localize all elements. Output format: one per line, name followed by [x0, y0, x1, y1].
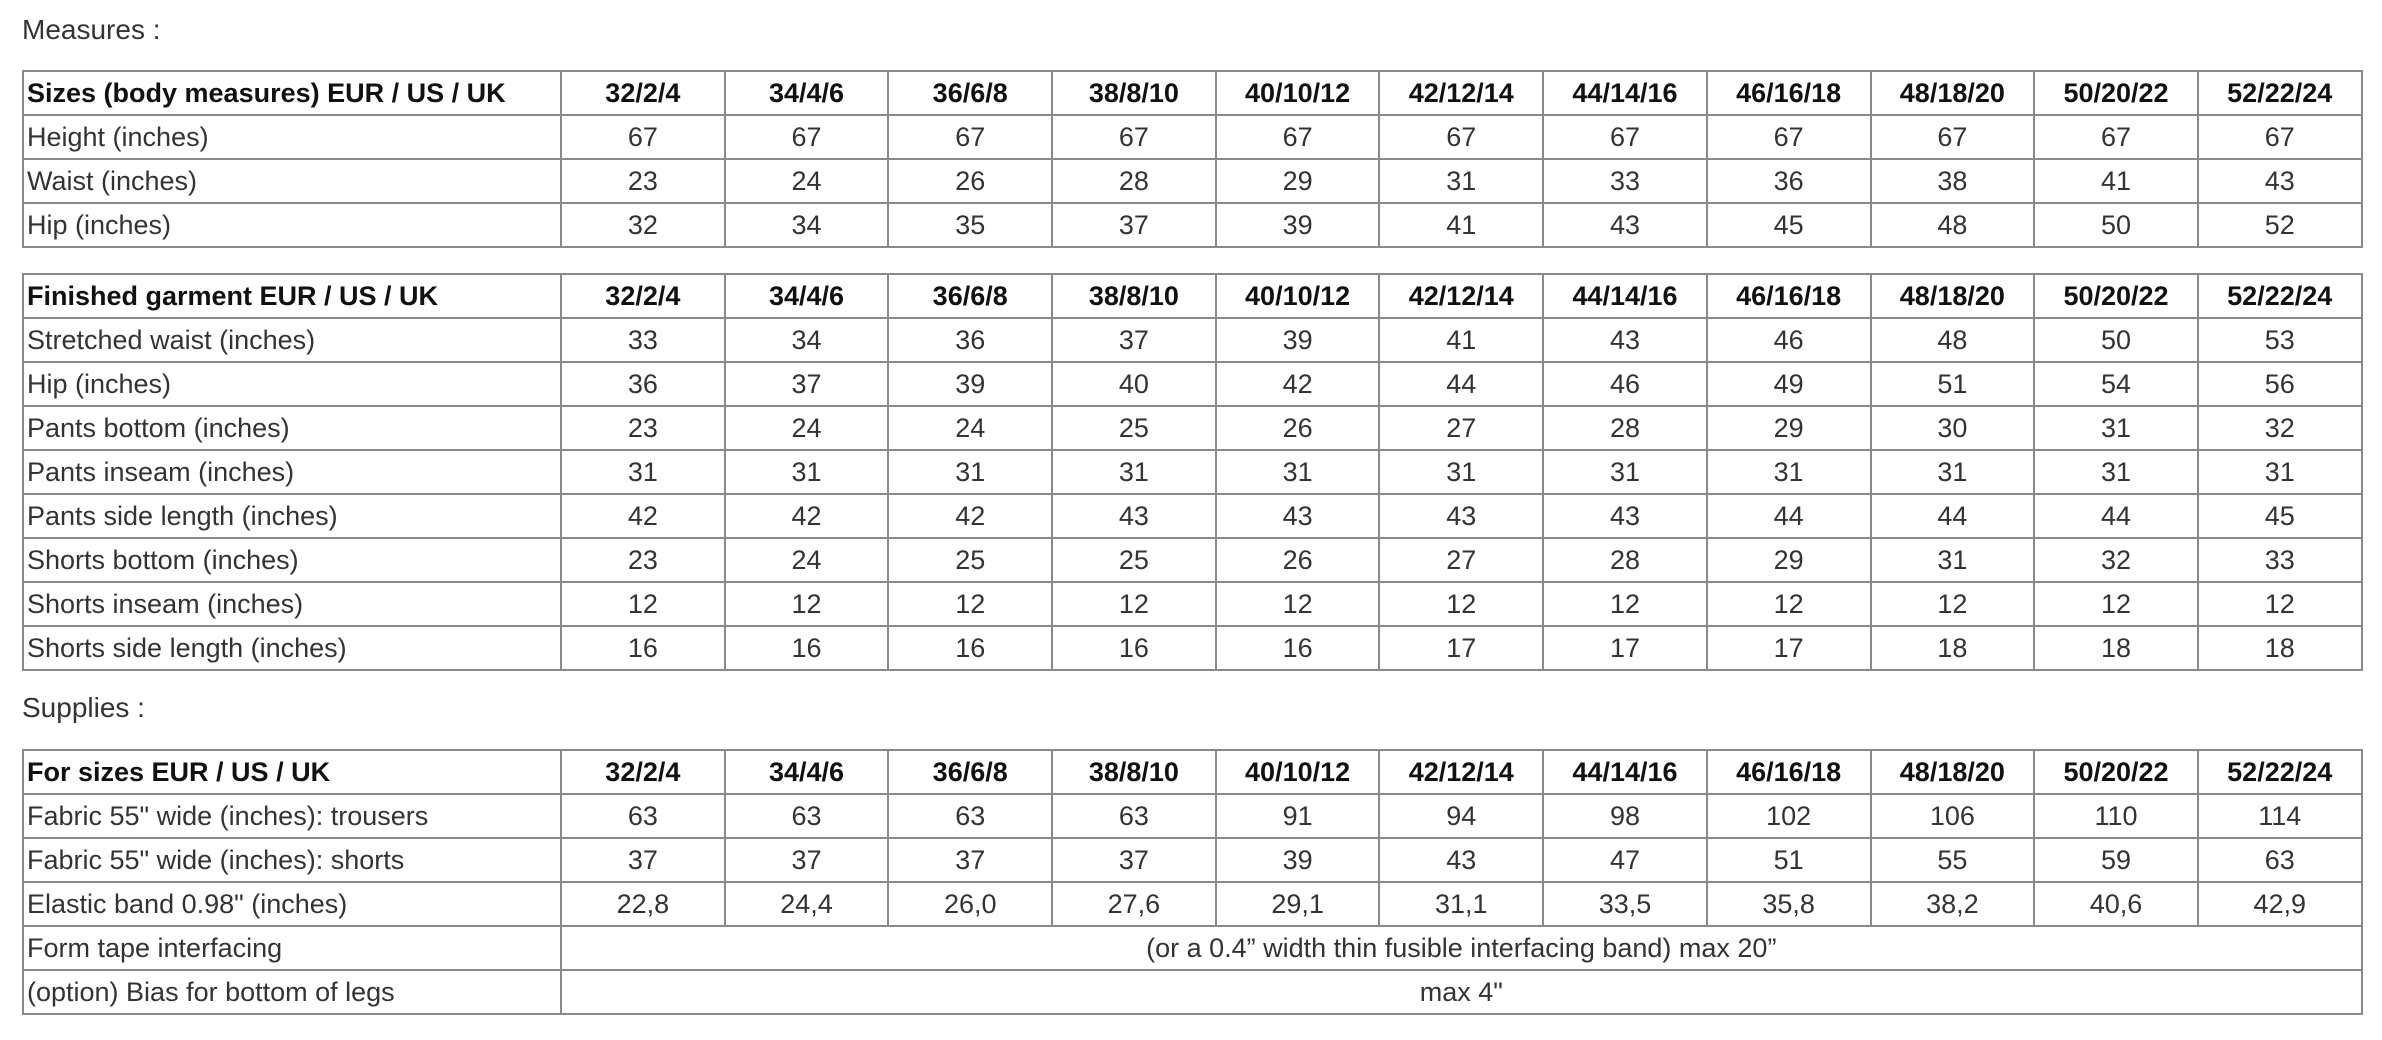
- value-cell: 31: [1707, 450, 1871, 494]
- row-label: Fabric 55" wide (inches): trousers: [23, 794, 561, 838]
- row-label: Shorts inseam (inches): [23, 582, 561, 626]
- value-cell: 27,6: [1052, 882, 1216, 926]
- row-label: Waist (inches): [23, 159, 561, 203]
- value-cell: 12: [561, 582, 725, 626]
- value-cell: 23: [561, 406, 725, 450]
- value-cell: 33: [561, 318, 725, 362]
- row-label: Pants bottom (inches): [23, 406, 561, 450]
- table-row: [23, 494, 2362, 538]
- size-header: 36/6/8: [888, 71, 1052, 115]
- size-header: 38/8/10: [1052, 750, 1216, 794]
- value-cell: 25: [1052, 406, 1216, 450]
- finished-garment-table: [22, 273, 2363, 671]
- size-header: 52/22/24: [2198, 71, 2362, 115]
- value-cell: 42: [561, 494, 725, 538]
- value-cell: 29,1: [1216, 882, 1380, 926]
- value-cell: 42: [725, 494, 889, 538]
- value-cell: 33,5: [1543, 882, 1707, 926]
- value-cell: 39: [1216, 203, 1380, 247]
- row-label: (option) Bias for bottom of legs: [23, 970, 561, 1014]
- value-cell: 35: [888, 203, 1052, 247]
- value-cell: 12: [1052, 582, 1216, 626]
- supplies-header-row: [23, 750, 2362, 794]
- value-cell: 56: [2198, 362, 2362, 406]
- size-header: 42/12/14: [1379, 750, 1543, 794]
- value-cell: 25: [1052, 538, 1216, 582]
- value-cell: 102: [1707, 794, 1871, 838]
- value-cell: 26,0: [888, 882, 1052, 926]
- value-cell: 24: [725, 159, 889, 203]
- value-cell: 67: [1216, 115, 1380, 159]
- value-cell: 26: [1216, 406, 1380, 450]
- value-cell: 43: [1543, 203, 1707, 247]
- table-row: [23, 406, 2362, 450]
- value-cell: 12: [1216, 582, 1380, 626]
- value-cell: 37: [725, 362, 889, 406]
- value-cell: 31: [1379, 159, 1543, 203]
- value-cell: 41: [1379, 203, 1543, 247]
- value-cell: 33: [2198, 538, 2362, 582]
- supplies-title: For sizes EUR / US / UK: [23, 750, 561, 794]
- body-measures-title: Sizes (body measures) EUR / US / UK: [23, 71, 561, 115]
- value-cell: 16: [561, 626, 725, 670]
- table-row: [23, 926, 2362, 970]
- size-header: 36/6/8: [888, 750, 1052, 794]
- size-header: 46/16/18: [1707, 750, 1871, 794]
- value-cell: 42: [888, 494, 1052, 538]
- body-measures-table: [22, 70, 2363, 248]
- value-cell: 67: [1707, 115, 1871, 159]
- value-cell: 31: [1379, 450, 1543, 494]
- value-cell: 31: [1543, 450, 1707, 494]
- value-cell: 67: [2034, 115, 2198, 159]
- row-label: Stretched waist (inches): [23, 318, 561, 362]
- size-header: 46/16/18: [1707, 71, 1871, 115]
- size-header: 42/12/14: [1379, 274, 1543, 318]
- size-header: 32/2/4: [561, 750, 725, 794]
- row-label: Hip (inches): [23, 203, 561, 247]
- value-cell: 22,8: [561, 882, 725, 926]
- value-cell: 50: [2034, 203, 2198, 247]
- row-label: Pants side length (inches): [23, 494, 561, 538]
- value-cell: 23: [561, 159, 725, 203]
- value-cell: 39: [888, 362, 1052, 406]
- size-header: 32/2/4: [561, 274, 725, 318]
- value-cell: 17: [1379, 626, 1543, 670]
- size-header: 50/20/22: [2034, 750, 2198, 794]
- value-cell: 23: [561, 538, 725, 582]
- value-cell: 31: [1052, 450, 1216, 494]
- finished-garment-title: Finished garment EUR / US / UK: [23, 274, 561, 318]
- value-cell: 31: [888, 450, 1052, 494]
- value-cell: 32: [2034, 538, 2198, 582]
- value-cell: 50: [2034, 318, 2198, 362]
- row-label: Elastic band 0.98" (inches): [23, 882, 561, 926]
- value-cell: 28: [1052, 159, 1216, 203]
- value-cell: 24,4: [725, 882, 889, 926]
- value-cell: 16: [1052, 626, 1216, 670]
- size-header: 40/10/12: [1216, 274, 1380, 318]
- value-cell: 46: [1543, 362, 1707, 406]
- size-header: 32/2/4: [561, 71, 725, 115]
- table-row: [23, 582, 2362, 626]
- table-row: [23, 838, 2362, 882]
- value-cell: 16: [1216, 626, 1380, 670]
- size-header: 52/22/24: [2198, 750, 2362, 794]
- value-cell: 24: [725, 406, 889, 450]
- row-label: Hip (inches): [23, 362, 561, 406]
- size-header: 48/18/20: [1871, 274, 2035, 318]
- value-cell: 67: [888, 115, 1052, 159]
- row-label: Shorts side length (inches): [23, 626, 561, 670]
- value-cell: 12: [888, 582, 1052, 626]
- value-cell: 42,9: [2198, 882, 2362, 926]
- value-cell: 48: [1871, 318, 2035, 362]
- value-cell: 27: [1379, 538, 1543, 582]
- supplies-table: [22, 749, 2363, 1015]
- value-cell: 31: [725, 450, 889, 494]
- size-header: 34/4/6: [725, 750, 889, 794]
- value-cell: 63: [888, 794, 1052, 838]
- value-cell: 114: [2198, 794, 2362, 838]
- value-cell: 43: [2198, 159, 2362, 203]
- size-header: 44/14/16: [1543, 750, 1707, 794]
- value-cell: 18: [1871, 626, 2035, 670]
- value-cell: 54: [2034, 362, 2198, 406]
- value-cell: 26: [1216, 538, 1380, 582]
- value-cell: 31: [2198, 450, 2362, 494]
- value-cell: 48: [1871, 203, 2035, 247]
- value-cell: 12: [1379, 582, 1543, 626]
- value-cell: 51: [1707, 838, 1871, 882]
- value-cell: 36: [888, 318, 1052, 362]
- value-cell: 34: [725, 203, 889, 247]
- value-cell: 45: [2198, 494, 2362, 538]
- value-cell: 35,8: [1707, 882, 1871, 926]
- value-cell: 12: [1543, 582, 1707, 626]
- value-cell: 67: [2198, 115, 2362, 159]
- row-label: Fabric 55" wide (inches): shorts: [23, 838, 561, 882]
- value-cell: 29: [1707, 538, 1871, 582]
- value-cell: 44: [1707, 494, 1871, 538]
- value-cell: 36: [1707, 159, 1871, 203]
- value-cell: 34: [725, 318, 889, 362]
- value-cell: 53: [2198, 318, 2362, 362]
- merged-value: (or a 0.4” width thin fusible interfacing band) max 20”: [561, 926, 2362, 970]
- value-cell: 33: [1543, 159, 1707, 203]
- value-cell: 32: [561, 203, 725, 247]
- value-cell: 39: [1216, 838, 1380, 882]
- value-cell: 110: [2034, 794, 2198, 838]
- value-cell: 17: [1707, 626, 1871, 670]
- value-cell: 45: [1707, 203, 1871, 247]
- value-cell: 67: [1379, 115, 1543, 159]
- value-cell: 31: [2034, 406, 2198, 450]
- value-cell: 37: [1052, 203, 1216, 247]
- value-cell: 37: [561, 838, 725, 882]
- value-cell: 63: [725, 794, 889, 838]
- value-cell: 51: [1871, 362, 2035, 406]
- value-cell: 49: [1707, 362, 1871, 406]
- size-header: 42/12/14: [1379, 71, 1543, 115]
- value-cell: 31: [1871, 538, 2035, 582]
- value-cell: 38: [1871, 159, 2035, 203]
- value-cell: 43: [1379, 838, 1543, 882]
- value-cell: 63: [561, 794, 725, 838]
- size-header: 36/6/8: [888, 274, 1052, 318]
- value-cell: 44: [1871, 494, 2035, 538]
- value-cell: 41: [1379, 318, 1543, 362]
- value-cell: 106: [1871, 794, 2035, 838]
- value-cell: 37: [1052, 838, 1216, 882]
- value-cell: 43: [1216, 494, 1380, 538]
- value-cell: 63: [2198, 838, 2362, 882]
- size-header: 50/20/22: [2034, 274, 2198, 318]
- size-header: 44/14/16: [1543, 274, 1707, 318]
- value-cell: 30: [1871, 406, 2035, 450]
- size-header: 46/16/18: [1707, 274, 1871, 318]
- value-cell: 12: [1871, 582, 2035, 626]
- value-cell: 29: [1707, 406, 1871, 450]
- size-header: 38/8/10: [1052, 274, 1216, 318]
- row-label: Pants inseam (inches): [23, 450, 561, 494]
- value-cell: 16: [888, 626, 1052, 670]
- value-cell: 31,1: [1379, 882, 1543, 926]
- value-cell: 39: [1216, 318, 1380, 362]
- finished-garment-header-row: [23, 274, 2362, 318]
- table-row: [23, 626, 2362, 670]
- value-cell: 31: [1871, 450, 2035, 494]
- table-row: [23, 362, 2362, 406]
- size-header: 48/18/20: [1871, 750, 2035, 794]
- value-cell: 55: [1871, 838, 2035, 882]
- value-cell: 67: [1543, 115, 1707, 159]
- value-cell: 27: [1379, 406, 1543, 450]
- row-label: Form tape interfacing: [23, 926, 561, 970]
- value-cell: 44: [2034, 494, 2198, 538]
- value-cell: 43: [1052, 494, 1216, 538]
- value-cell: 67: [1871, 115, 2035, 159]
- merged-value: max 4": [561, 970, 2362, 1014]
- value-cell: 12: [725, 582, 889, 626]
- value-cell: 44: [1379, 362, 1543, 406]
- value-cell: 31: [1216, 450, 1380, 494]
- table-row: [23, 318, 2362, 362]
- value-cell: 12: [1707, 582, 1871, 626]
- value-cell: 38,2: [1871, 882, 2035, 926]
- value-cell: 42: [1216, 362, 1380, 406]
- value-cell: 24: [888, 406, 1052, 450]
- table-row: [23, 538, 2362, 582]
- value-cell: 67: [561, 115, 725, 159]
- size-header: 52/22/24: [2198, 274, 2362, 318]
- value-cell: 43: [1543, 318, 1707, 362]
- table-row: [23, 203, 2362, 247]
- value-cell: 18: [2198, 626, 2362, 670]
- value-cell: 32: [2198, 406, 2362, 450]
- value-cell: 94: [1379, 794, 1543, 838]
- table-row: [23, 450, 2362, 494]
- table-row: [23, 794, 2362, 838]
- value-cell: 37: [1052, 318, 1216, 362]
- value-cell: 36: [561, 362, 725, 406]
- value-cell: 31: [2034, 450, 2198, 494]
- row-label: Height (inches): [23, 115, 561, 159]
- value-cell: 12: [2034, 582, 2198, 626]
- size-header: 34/4/6: [725, 274, 889, 318]
- value-cell: 31: [561, 450, 725, 494]
- value-cell: 43: [1543, 494, 1707, 538]
- value-cell: 28: [1543, 538, 1707, 582]
- value-cell: 16: [725, 626, 889, 670]
- row-label: Shorts bottom (inches): [23, 538, 561, 582]
- value-cell: 91: [1216, 794, 1380, 838]
- value-cell: 37: [888, 838, 1052, 882]
- value-cell: 24: [725, 538, 889, 582]
- value-cell: 47: [1543, 838, 1707, 882]
- value-cell: 43: [1379, 494, 1543, 538]
- size-header: 50/20/22: [2034, 71, 2198, 115]
- value-cell: 28: [1543, 406, 1707, 450]
- value-cell: 37: [725, 838, 889, 882]
- value-cell: 67: [1052, 115, 1216, 159]
- size-header: 44/14/16: [1543, 71, 1707, 115]
- table-row: [23, 970, 2362, 1014]
- value-cell: 41: [2034, 159, 2198, 203]
- supplies-label: Supplies :: [22, 692, 145, 723]
- value-cell: 25: [888, 538, 1052, 582]
- value-cell: 40: [1052, 362, 1216, 406]
- value-cell: 29: [1216, 159, 1380, 203]
- value-cell: 98: [1543, 794, 1707, 838]
- size-header: 48/18/20: [1871, 71, 2035, 115]
- measures-label: Measures :: [22, 14, 161, 45]
- table-row: [23, 882, 2362, 926]
- value-cell: 17: [1543, 626, 1707, 670]
- value-cell: 63: [1052, 794, 1216, 838]
- table-row: [23, 115, 2362, 159]
- table-row: [23, 159, 2362, 203]
- value-cell: 67: [725, 115, 889, 159]
- value-cell: 18: [2034, 626, 2198, 670]
- size-header: 40/10/12: [1216, 750, 1380, 794]
- value-cell: 59: [2034, 838, 2198, 882]
- value-cell: 12: [2198, 582, 2362, 626]
- body-measures-header-row: [23, 71, 2362, 115]
- value-cell: 26: [888, 159, 1052, 203]
- value-cell: 40,6: [2034, 882, 2198, 926]
- value-cell: 52: [2198, 203, 2362, 247]
- size-header: 40/10/12: [1216, 71, 1380, 115]
- value-cell: 46: [1707, 318, 1871, 362]
- size-header: 34/4/6: [725, 71, 889, 115]
- size-header: 38/8/10: [1052, 71, 1216, 115]
